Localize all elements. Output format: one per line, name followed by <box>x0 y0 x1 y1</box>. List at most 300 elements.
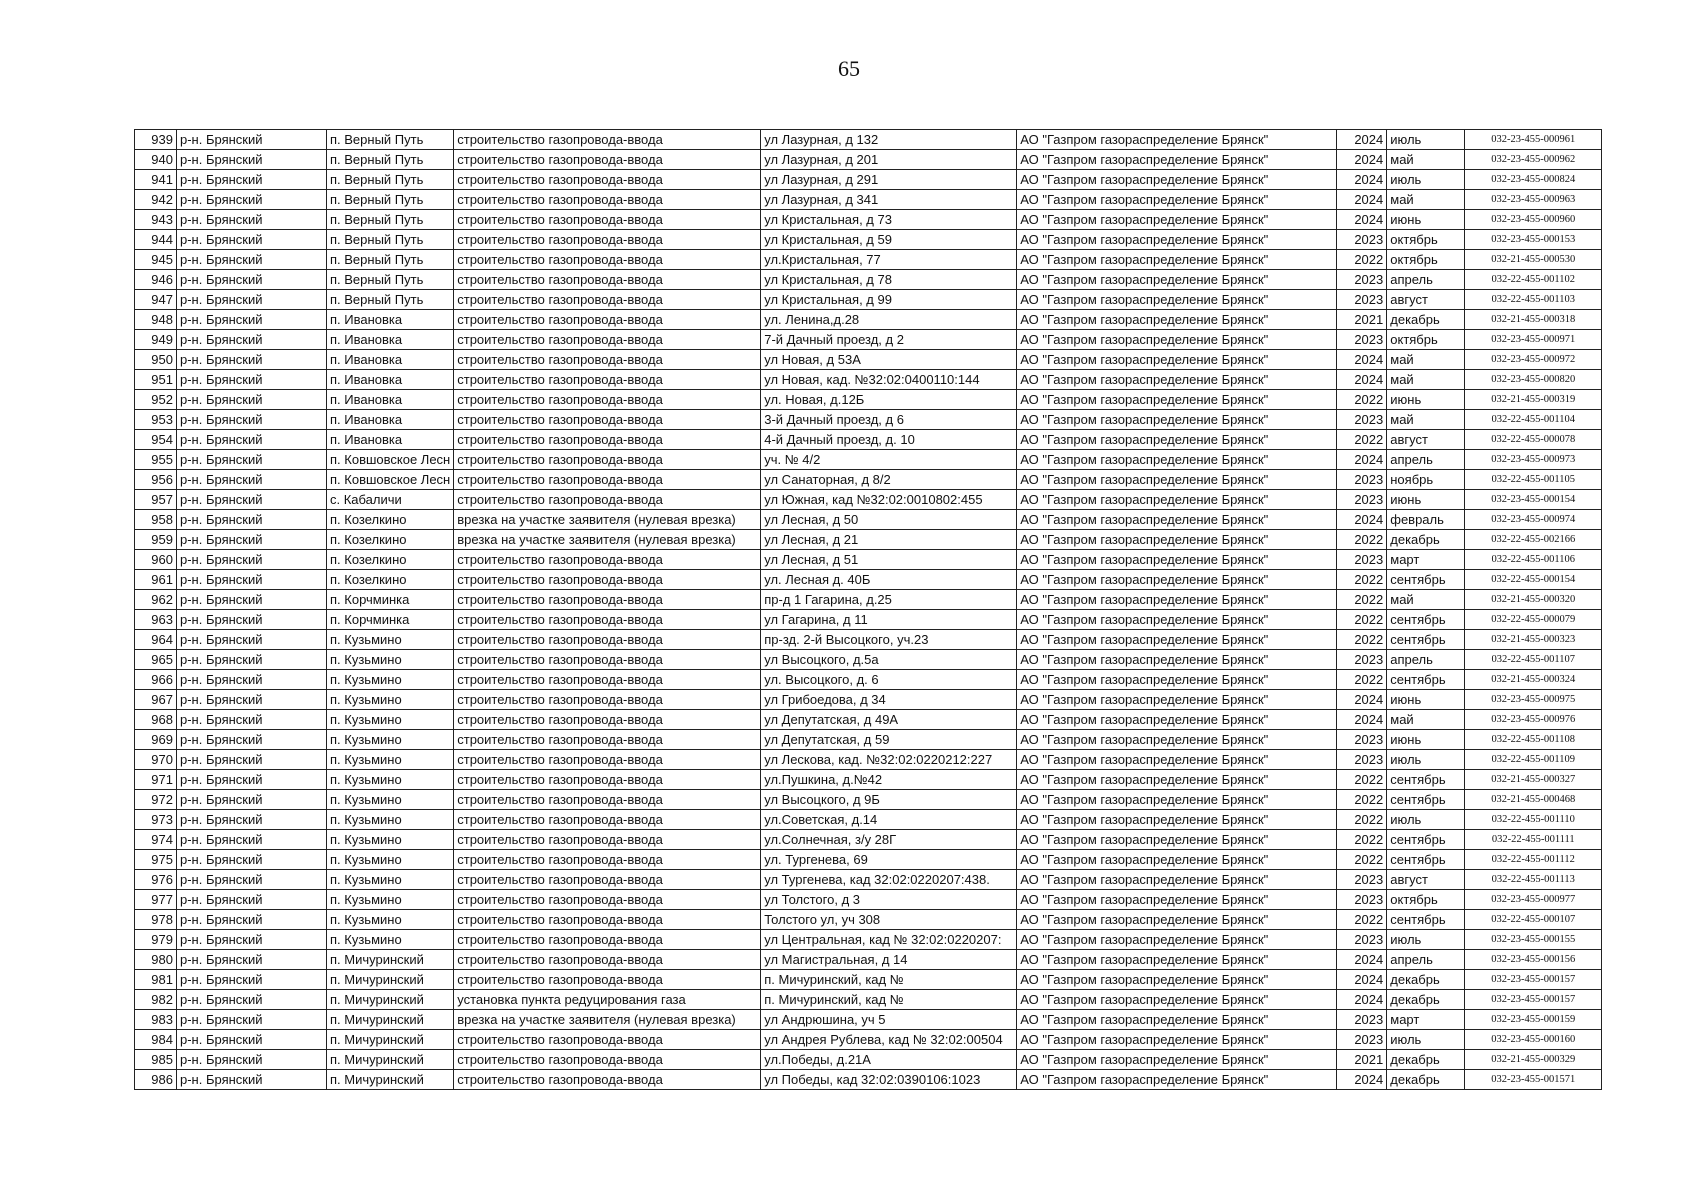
cell-district: р-н. Брянский <box>177 570 327 590</box>
cell-year: 2023 <box>1337 490 1387 510</box>
cell-row-number: 957 <box>135 490 177 510</box>
cell-organization: АО "Газпром газораспределение Брянск" <box>1017 690 1337 710</box>
cell-organization: АО "Газпром газораспределение Брянск" <box>1017 470 1337 490</box>
cell-month: сентябрь <box>1387 610 1465 630</box>
table-row <box>135 1070 1602 1090</box>
cell-district: р-н. Брянский <box>177 810 327 830</box>
cell-month: июнь <box>1387 490 1465 510</box>
cell-settlement: п. Ивановка <box>327 370 454 390</box>
cell-organization: АО "Газпром газораспределение Брянск" <box>1017 1070 1337 1090</box>
cell-organization: АО "Газпром газораспределение Брянск" <box>1017 350 1337 370</box>
cell-row-number: 952 <box>135 390 177 410</box>
cell-work-type: строительство газопровода-ввода <box>454 450 761 470</box>
cell-settlement: п. Мичуринский <box>327 1030 454 1050</box>
cell-year: 2022 <box>1337 630 1387 650</box>
cell-work-type: строительство газопровода-ввода <box>454 950 761 970</box>
cell-row-number: 958 <box>135 510 177 530</box>
cell-code: 032-23-455-000157 <box>1465 970 1602 990</box>
cell-district: р-н. Брянский <box>177 490 327 510</box>
cell-district: р-н. Брянский <box>177 770 327 790</box>
cell-district: р-н. Брянский <box>177 190 327 210</box>
table-row <box>135 310 1602 330</box>
cell-address: ул Лазурная, д 291 <box>761 170 1017 190</box>
cell-settlement: п. Корчминка <box>327 610 454 630</box>
cell-row-number: 985 <box>135 1050 177 1070</box>
table-row <box>135 430 1602 450</box>
cell-district: р-н. Брянский <box>177 650 327 670</box>
cell-organization: АО "Газпром газораспределение Брянск" <box>1017 230 1337 250</box>
cell-row-number: 984 <box>135 1030 177 1050</box>
cell-month: июнь <box>1387 210 1465 230</box>
cell-month: июнь <box>1387 390 1465 410</box>
cell-code: 032-23-455-000976 <box>1465 710 1602 730</box>
cell-settlement: п. Мичуринский <box>327 950 454 970</box>
cell-organization: АО "Газпром газораспределение Брянск" <box>1017 390 1337 410</box>
cell-settlement: п. Мичуринский <box>327 1010 454 1030</box>
cell-code: 032-23-455-000157 <box>1465 990 1602 1010</box>
cell-month: сентябрь <box>1387 670 1465 690</box>
cell-organization: АО "Газпром газораспределение Брянск" <box>1017 530 1337 550</box>
cell-row-number: 942 <box>135 190 177 210</box>
table-row <box>135 450 1602 470</box>
cell-code: 032-22-455-001107 <box>1465 650 1602 670</box>
cell-row-number: 946 <box>135 270 177 290</box>
cell-work-type: строительство газопровода-ввода <box>454 470 761 490</box>
cell-address: ул Новая, кад. №32:02:0400110:144 <box>761 370 1017 390</box>
cell-address: п. Мичуринский, кад № <box>761 990 1017 1010</box>
cell-work-type: строительство газопровода-ввода <box>454 590 761 610</box>
cell-district: р-н. Брянский <box>177 790 327 810</box>
cell-year: 2024 <box>1337 370 1387 390</box>
cell-settlement: п. Кузьмино <box>327 810 454 830</box>
table-row <box>135 330 1602 350</box>
cell-district: р-н. Брянский <box>177 850 327 870</box>
cell-organization: АО "Газпром газораспределение Брянск" <box>1017 810 1337 830</box>
cell-district: р-н. Брянский <box>177 230 327 250</box>
cell-code: 032-22-455-001105 <box>1465 470 1602 490</box>
cell-organization: АО "Газпром газораспределение Брянск" <box>1017 150 1337 170</box>
cell-code: 032-21-455-000468 <box>1465 790 1602 810</box>
cell-work-type: строительство газопровода-ввода <box>454 730 761 750</box>
cell-organization: АО "Газпром газораспределение Брянск" <box>1017 930 1337 950</box>
cell-settlement: с. Кабаличи <box>327 490 454 510</box>
cell-year: 2024 <box>1337 1070 1387 1090</box>
cell-month: август <box>1387 870 1465 890</box>
cell-settlement: п. Козелкино <box>327 510 454 530</box>
cell-code: 032-23-455-000974 <box>1465 510 1602 530</box>
cell-district: р-н. Брянский <box>177 610 327 630</box>
cell-organization: АО "Газпром газораспределение Брянск" <box>1017 1030 1337 1050</box>
cell-month: декабрь <box>1387 310 1465 330</box>
cell-work-type: строительство газопровода-ввода <box>454 330 761 350</box>
table-row <box>135 770 1602 790</box>
cell-settlement: п. Кузьмино <box>327 650 454 670</box>
cell-code: 032-21-455-000320 <box>1465 590 1602 610</box>
cell-address: ул Лазурная, д 201 <box>761 150 1017 170</box>
table-row <box>135 250 1602 270</box>
cell-year: 2023 <box>1337 270 1387 290</box>
cell-row-number: 959 <box>135 530 177 550</box>
cell-year: 2024 <box>1337 990 1387 1010</box>
cell-district: р-н. Брянский <box>177 270 327 290</box>
cell-organization: АО "Газпром газораспределение Брянск" <box>1017 630 1337 650</box>
table-row <box>135 650 1602 670</box>
cell-settlement: п. Кузьмино <box>327 730 454 750</box>
cell-organization: АО "Газпром газораспределение Брянск" <box>1017 650 1337 670</box>
cell-year: 2023 <box>1337 330 1387 350</box>
cell-year: 2022 <box>1337 430 1387 450</box>
cell-work-type: строительство газопровода-ввода <box>454 490 761 510</box>
cell-row-number: 943 <box>135 210 177 230</box>
cell-row-number: 951 <box>135 370 177 390</box>
cell-month: июнь <box>1387 690 1465 710</box>
cell-row-number: 940 <box>135 150 177 170</box>
cell-month: апрель <box>1387 270 1465 290</box>
cell-address: ул Победы, кад 32:02:0390106:1023 <box>761 1070 1017 1090</box>
cell-organization: АО "Газпром газораспределение Брянск" <box>1017 130 1337 150</box>
cell-settlement: п. Кузьмино <box>327 830 454 850</box>
cell-address: ул Депутатская, д 49А <box>761 710 1017 730</box>
table-row <box>135 790 1602 810</box>
cell-district: р-н. Брянский <box>177 870 327 890</box>
cell-year: 2022 <box>1337 530 1387 550</box>
cell-organization: АО "Газпром газораспределение Брянск" <box>1017 790 1337 810</box>
table-row <box>135 950 1602 970</box>
table-row <box>135 730 1602 750</box>
cell-year: 2023 <box>1337 290 1387 310</box>
cell-district: р-н. Брянский <box>177 450 327 470</box>
cell-organization: АО "Газпром газораспределение Брянск" <box>1017 170 1337 190</box>
cell-organization: АО "Газпром газораспределение Брянск" <box>1017 190 1337 210</box>
cell-year: 2024 <box>1337 510 1387 530</box>
cell-row-number: 965 <box>135 650 177 670</box>
cell-code: 032-21-455-000327 <box>1465 770 1602 790</box>
cell-settlement: п. Мичуринский <box>327 1070 454 1090</box>
cell-organization: АО "Газпром газораспределение Брянск" <box>1017 310 1337 330</box>
cell-year: 2023 <box>1337 550 1387 570</box>
cell-address: ул Андрюшина, уч 5 <box>761 1010 1017 1030</box>
table-row <box>135 990 1602 1010</box>
cell-work-type: строительство газопровода-ввода <box>454 610 761 630</box>
cell-district: р-н. Брянский <box>177 1070 327 1090</box>
cell-code: 032-22-455-000154 <box>1465 570 1602 590</box>
cell-row-number: 986 <box>135 1070 177 1090</box>
cell-month: декабрь <box>1387 970 1465 990</box>
cell-organization: АО "Газпром газораспределение Брянск" <box>1017 850 1337 870</box>
cell-address: уч. № 4/2 <box>761 450 1017 470</box>
table-row <box>135 130 1602 150</box>
cell-code: 032-22-455-001103 <box>1465 290 1602 310</box>
table-row <box>135 870 1602 890</box>
cell-settlement: п. Кузьмино <box>327 870 454 890</box>
cell-work-type: строительство газопровода-ввода <box>454 410 761 430</box>
cell-settlement: п. Кузьмино <box>327 630 454 650</box>
cell-code: 032-23-455-000977 <box>1465 890 1602 910</box>
cell-address: ул Лазурная, д 132 <box>761 130 1017 150</box>
cell-row-number: 944 <box>135 230 177 250</box>
cell-work-type: строительство газопровода-ввода <box>454 290 761 310</box>
cell-address: ул Кристальная, д 78 <box>761 270 1017 290</box>
table-row <box>135 1050 1602 1070</box>
cell-organization: АО "Газпром газораспределение Брянск" <box>1017 250 1337 270</box>
cell-address: ул Южная, кад №32:02:0010802:455 <box>761 490 1017 510</box>
table-body <box>135 130 1602 1090</box>
cell-organization: АО "Газпром газораспределение Брянск" <box>1017 550 1337 570</box>
cell-year: 2022 <box>1337 790 1387 810</box>
cell-code: 032-21-455-000318 <box>1465 310 1602 330</box>
cell-month: февраль <box>1387 510 1465 530</box>
cell-code: 032-23-455-000962 <box>1465 150 1602 170</box>
cell-year: 2023 <box>1337 890 1387 910</box>
table-row <box>135 370 1602 390</box>
cell-district: р-н. Брянский <box>177 930 327 950</box>
cell-code: 032-22-455-001106 <box>1465 550 1602 570</box>
cell-district: р-н. Брянский <box>177 310 327 330</box>
cell-settlement: п. Ковшовское Лесн <box>327 450 454 470</box>
cell-code: 032-22-455-001108 <box>1465 730 1602 750</box>
cell-row-number: 941 <box>135 170 177 190</box>
cell-work-type: строительство газопровода-ввода <box>454 190 761 210</box>
cell-district: р-н. Брянский <box>177 290 327 310</box>
cell-code: 032-23-455-000154 <box>1465 490 1602 510</box>
cell-work-type: строительство газопровода-ввода <box>454 1050 761 1070</box>
cell-year: 2022 <box>1337 570 1387 590</box>
cell-month: сентябрь <box>1387 830 1465 850</box>
cell-address: ул. Лесная д. 40Б <box>761 570 1017 590</box>
table-row <box>135 490 1602 510</box>
cell-month: май <box>1387 150 1465 170</box>
cell-month: июль <box>1387 750 1465 770</box>
cell-work-type: строительство газопровода-ввода <box>454 370 761 390</box>
cell-address: ул Высоцкого, д 9Б <box>761 790 1017 810</box>
cell-year: 2024 <box>1337 710 1387 730</box>
cell-row-number: 963 <box>135 610 177 630</box>
cell-settlement: п. Мичуринский <box>327 990 454 1010</box>
cell-row-number: 973 <box>135 810 177 830</box>
cell-code: 032-23-455-000961 <box>1465 130 1602 150</box>
cell-settlement: п. Ивановка <box>327 350 454 370</box>
cell-row-number: 977 <box>135 890 177 910</box>
cell-work-type: строительство газопровода-ввода <box>454 170 761 190</box>
cell-settlement: п. Козелкино <box>327 570 454 590</box>
cell-address: ул.Победы, д.21А <box>761 1050 1017 1070</box>
cell-month: апрель <box>1387 450 1465 470</box>
cell-month: октябрь <box>1387 230 1465 250</box>
cell-year: 2023 <box>1337 750 1387 770</box>
table-row <box>135 230 1602 250</box>
cell-address: Толстого ул, уч 308 <box>761 910 1017 930</box>
table-row <box>135 830 1602 850</box>
cell-year: 2022 <box>1337 590 1387 610</box>
cell-year: 2023 <box>1337 870 1387 890</box>
cell-settlement: п. Кузьмино <box>327 890 454 910</box>
cell-code: 032-23-455-000160 <box>1465 1030 1602 1050</box>
cell-code: 032-23-455-000975 <box>1465 690 1602 710</box>
cell-row-number: 968 <box>135 710 177 730</box>
cell-row-number: 949 <box>135 330 177 350</box>
cell-district: р-н. Брянский <box>177 750 327 770</box>
cell-year: 2024 <box>1337 170 1387 190</box>
cell-district: р-н. Брянский <box>177 410 327 430</box>
cell-month: октябрь <box>1387 890 1465 910</box>
cell-settlement: п. Верный Путь <box>327 190 454 210</box>
cell-organization: АО "Газпром газораспределение Брянск" <box>1017 370 1337 390</box>
cell-month: сентябрь <box>1387 850 1465 870</box>
cell-organization: АО "Газпром газораспределение Брянск" <box>1017 710 1337 730</box>
cell-address: ул Центральная, кад № 32:02:0220207: <box>761 930 1017 950</box>
cell-work-type: врезка на участке заявителя (нулевая врезка) <box>454 510 761 530</box>
cell-row-number: 981 <box>135 970 177 990</box>
cell-work-type: строительство газопровода-ввода <box>454 1070 761 1090</box>
cell-settlement: п. Кузьмино <box>327 930 454 950</box>
cell-address: ул Гагарина, д 11 <box>761 610 1017 630</box>
cell-year: 2021 <box>1337 310 1387 330</box>
cell-month: сентябрь <box>1387 910 1465 930</box>
table-row <box>135 970 1602 990</box>
cell-year: 2023 <box>1337 470 1387 490</box>
cell-code: 032-23-455-000963 <box>1465 190 1602 210</box>
cell-address: ул.Солнечная, з/у 28Г <box>761 830 1017 850</box>
cell-row-number: 969 <box>135 730 177 750</box>
cell-address: п. Мичуринский, кад № <box>761 970 1017 990</box>
cell-row-number: 955 <box>135 450 177 470</box>
cell-district: р-н. Брянский <box>177 170 327 190</box>
cell-organization: АО "Газпром газораспределение Брянск" <box>1017 450 1337 470</box>
table-row <box>135 1010 1602 1030</box>
cell-code: 032-22-455-001102 <box>1465 270 1602 290</box>
cell-address: пр-зд. 2-й Высоцкого, уч.23 <box>761 630 1017 650</box>
cell-settlement: п. Мичуринский <box>327 970 454 990</box>
cell-year: 2024 <box>1337 950 1387 970</box>
table-row <box>135 470 1602 490</box>
cell-month: сентябрь <box>1387 770 1465 790</box>
cell-code: 032-22-455-000107 <box>1465 910 1602 930</box>
cell-row-number: 954 <box>135 430 177 450</box>
table-row <box>135 390 1602 410</box>
cell-row-number: 972 <box>135 790 177 810</box>
cell-code: 032-21-455-000329 <box>1465 1050 1602 1070</box>
cell-code: 032-23-455-000820 <box>1465 370 1602 390</box>
cell-work-type: строительство газопровода-ввода <box>454 250 761 270</box>
cell-address: ул Депутатская, д 59 <box>761 730 1017 750</box>
cell-year: 2022 <box>1337 850 1387 870</box>
cell-settlement: п. Ивановка <box>327 430 454 450</box>
cell-settlement: п. Кузьмино <box>327 850 454 870</box>
cell-year: 2024 <box>1337 210 1387 230</box>
cell-row-number: 983 <box>135 1010 177 1030</box>
cell-month: сентябрь <box>1387 570 1465 590</box>
cell-district: р-н. Брянский <box>177 550 327 570</box>
cell-row-number: 960 <box>135 550 177 570</box>
cell-district: р-н. Брянский <box>177 390 327 410</box>
table-row <box>135 410 1602 430</box>
cell-organization: АО "Газпром газораспределение Брянск" <box>1017 870 1337 890</box>
cell-row-number: 953 <box>135 410 177 430</box>
cell-address: ул. Тургенева, 69 <box>761 850 1017 870</box>
cell-address: ул.Советская, д.14 <box>761 810 1017 830</box>
cell-organization: АО "Газпром газораспределение Брянск" <box>1017 570 1337 590</box>
cell-district: р-н. Брянский <box>177 830 327 850</box>
cell-year: 2024 <box>1337 150 1387 170</box>
cell-district: р-н. Брянский <box>177 990 327 1010</box>
cell-address: ул. Ленина,д.28 <box>761 310 1017 330</box>
cell-settlement: п. Ивановка <box>327 330 454 350</box>
cell-row-number: 962 <box>135 590 177 610</box>
cell-month: октябрь <box>1387 330 1465 350</box>
cell-row-number: 975 <box>135 850 177 870</box>
table-row <box>135 190 1602 210</box>
cell-month: май <box>1387 350 1465 370</box>
cell-work-type: строительство газопровода-ввода <box>454 130 761 150</box>
table-row <box>135 210 1602 230</box>
cell-settlement: п. Кузьмино <box>327 690 454 710</box>
cell-address: ул. Новая, д.12Б <box>761 390 1017 410</box>
cell-row-number: 961 <box>135 570 177 590</box>
cell-row-number: 966 <box>135 670 177 690</box>
table-row <box>135 170 1602 190</box>
cell-year: 2024 <box>1337 690 1387 710</box>
cell-district: р-н. Брянский <box>177 130 327 150</box>
cell-organization: АО "Газпром газораспределение Брянск" <box>1017 490 1337 510</box>
table-row <box>135 1030 1602 1050</box>
cell-work-type: врезка на участке заявителя (нулевая врезка) <box>454 530 761 550</box>
cell-settlement: п. Кузьмино <box>327 670 454 690</box>
cell-settlement: п. Козелкино <box>327 550 454 570</box>
cell-code: 032-23-455-000159 <box>1465 1010 1602 1030</box>
cell-year: 2023 <box>1337 930 1387 950</box>
cell-organization: АО "Газпром газораспределение Брянск" <box>1017 1050 1337 1070</box>
cell-code: 032-22-455-000079 <box>1465 610 1602 630</box>
cell-year: 2022 <box>1337 770 1387 790</box>
cell-month: июль <box>1387 810 1465 830</box>
cell-settlement: п. Ивановка <box>327 310 454 330</box>
cell-year: 2024 <box>1337 970 1387 990</box>
table-row <box>135 930 1602 950</box>
cell-month: сентябрь <box>1387 790 1465 810</box>
cell-year: 2021 <box>1337 1050 1387 1070</box>
cell-address: 7-й Дачный проезд, д 2 <box>761 330 1017 350</box>
cell-work-type: строительство газопровода-ввода <box>454 1030 761 1050</box>
cell-organization: АО "Газпром газораспределение Брянск" <box>1017 210 1337 230</box>
cell-row-number: 970 <box>135 750 177 770</box>
cell-settlement: п. Верный Путь <box>327 170 454 190</box>
cell-code: 032-21-455-000323 <box>1465 630 1602 650</box>
cell-year: 2023 <box>1337 230 1387 250</box>
cell-work-type: строительство газопровода-ввода <box>454 350 761 370</box>
cell-month: май <box>1387 710 1465 730</box>
cell-settlement: п. Верный Путь <box>327 130 454 150</box>
cell-work-type: строительство газопровода-ввода <box>454 430 761 450</box>
cell-settlement: п. Козелкино <box>327 530 454 550</box>
table-row <box>135 550 1602 570</box>
cell-address: ул Грибоедова, д 34 <box>761 690 1017 710</box>
table-row <box>135 270 1602 290</box>
cell-address: ул Лесная, д 51 <box>761 550 1017 570</box>
cell-address: ул Магистральная, д 14 <box>761 950 1017 970</box>
cell-code: 032-23-455-000971 <box>1465 330 1602 350</box>
cell-settlement: п. Кузьмино <box>327 770 454 790</box>
cell-row-number: 976 <box>135 870 177 890</box>
cell-settlement: п. Ивановка <box>327 390 454 410</box>
cell-code: 032-23-455-000155 <box>1465 930 1602 950</box>
cell-work-type: строительство газопровода-ввода <box>454 810 761 830</box>
table-row <box>135 350 1602 370</box>
cell-row-number: 964 <box>135 630 177 650</box>
cell-district: р-н. Брянский <box>177 950 327 970</box>
cell-year: 2022 <box>1337 830 1387 850</box>
cell-code: 032-22-455-001111 <box>1465 830 1602 850</box>
cell-year: 2024 <box>1337 130 1387 150</box>
